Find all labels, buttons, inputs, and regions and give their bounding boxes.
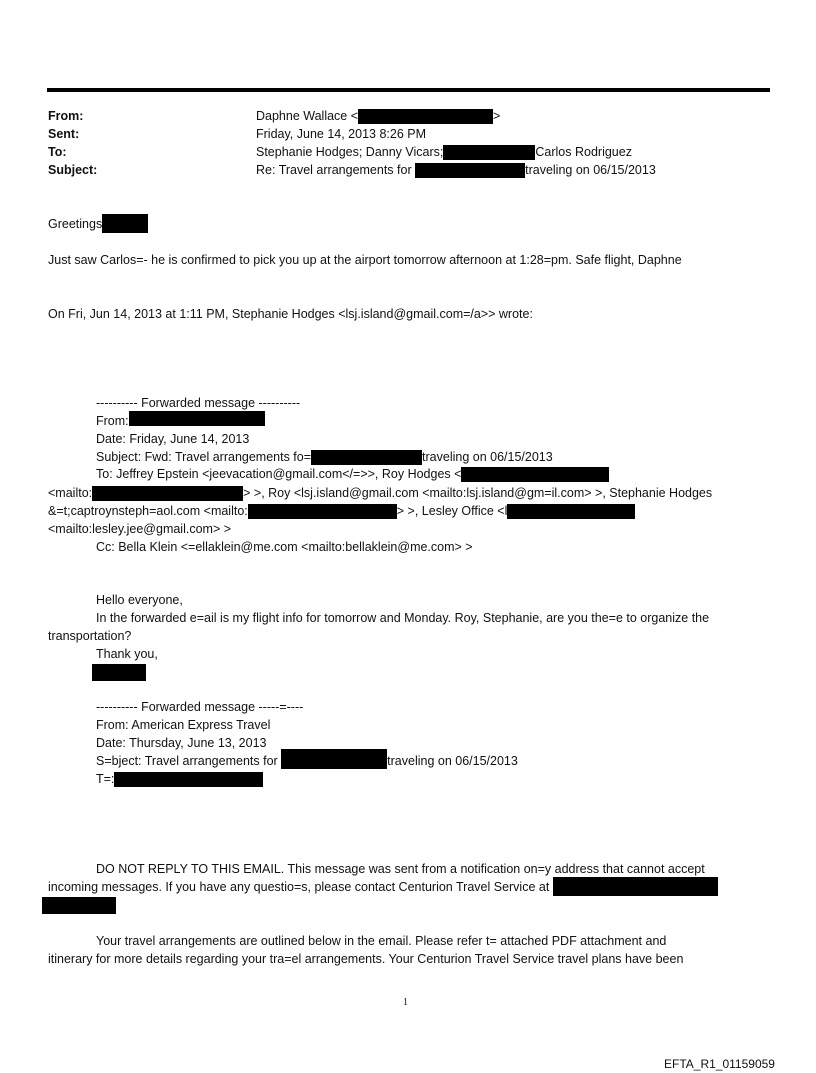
notice-line: DO NOT REPLY TO THIS EMAIL. This message was sent from a notification on=y address that cannot accept <box>96 862 705 876</box>
fwd-mailto-line: <mailto: > >, Roy <lsj.island@gmail.com <mailto:lsj.island@gm=il.com> >, Stephanie Hodges <box>48 486 713 500</box>
sent-value: Friday, June 14, 2013 8:26 PM <box>256 127 427 141</box>
subject-value: Re: Travel arrangements for traveling on 06/15/2013 <box>256 163 656 177</box>
redaction <box>358 109 493 124</box>
from-label: From: <box>48 109 84 123</box>
fwd-to: To: Jeffrey Epstein <jeevacation@gmail.com</=>>, Roy Hodges < <box>96 467 609 482</box>
redaction <box>92 486 243 501</box>
travel-line: Your travel arrangements are outlined below in the email. Please refer t= attached PDF attachment and <box>96 934 667 948</box>
fwd-from: From: <box>96 414 265 429</box>
redaction <box>311 450 422 465</box>
to-label: To: <box>48 145 67 159</box>
redaction <box>281 749 387 769</box>
redaction <box>102 214 148 233</box>
redaction <box>129 411 265 426</box>
notice-line: incoming messages. If you have any questio=s, please contact Centurion Travel Service at <box>48 880 718 896</box>
msg-line: In the forwarded e=ail is my flight info for tomorrow and Monday. Roy, Stephanie, are you the=e to organize the <box>96 611 710 625</box>
fwd2-subject: S=bject: Travel arrangements for traveling on 06/15/2013 <box>96 754 518 769</box>
to-value: Stephanie Hodges; Danny Vicars; Carlos Rodriguez <box>256 145 632 159</box>
travel-line: itinerary for more details regarding your tra=el arrangements. Your Centurion Travel Service travel plans have been <box>48 952 684 966</box>
forward-separator: ---------- Forwarded message -----=---- <box>96 700 304 714</box>
sent-label: Sent: <box>48 127 80 141</box>
document-id: EFTA_R1_01159059 <box>664 1057 775 1071</box>
header-rule <box>47 88 770 92</box>
page-number: 1 <box>403 997 408 1008</box>
body-line: Just saw Carlos=- he is confirmed to pick you up at the airport tomorrow afternoon at 1:28=pm. Safe flight, Daphne <box>48 253 682 267</box>
redaction <box>92 664 146 681</box>
redaction <box>461 467 609 482</box>
fwd2-to: T=: <box>96 772 263 787</box>
redaction <box>415 163 525 178</box>
redaction <box>42 897 116 914</box>
fwd2-date: Date: Thursday, June 13, 2013 <box>96 736 267 750</box>
msg-line: transportation? <box>48 629 132 643</box>
fwd-subject: Subject: Fwd: Travel arrangements fo= traveling on 06/15/2013 <box>96 450 553 464</box>
redaction <box>114 772 263 787</box>
from-value: Daphne Wallace < > <box>256 109 501 123</box>
forward-separator: ---------- Forwarded message ---------- <box>96 396 301 410</box>
quote-intro: On Fri, Jun 14, 2013 at 1:11 PM, Stephanie Hodges <lsj.island@gmail.com=/a>> wrote: <box>48 307 533 321</box>
fwd-cc: Cc: Bella Klein <=ellaklein@me.com <mailto:bellaklein@me.com> > <box>96 540 473 554</box>
redaction <box>443 145 535 160</box>
greeting: Greetings <box>48 217 148 233</box>
subject-label: Subject: <box>48 163 98 177</box>
redaction <box>553 877 718 896</box>
msg-hello: Hello everyone, <box>96 593 183 607</box>
fwd-mailto-lesley: <mailto:lesley.jee@gmail.com> > <box>48 522 232 536</box>
redaction <box>507 504 635 519</box>
fwd-date: Date: Friday, June 14, 2013 <box>96 432 250 446</box>
fwd2-from: From: American Express Travel <box>96 718 271 732</box>
msg-thanks: Thank you, <box>96 647 158 661</box>
fwd-amp-line: &=t;captroynsteph=aol.com <mailto: > >, Lesley Office <l <box>48 504 635 519</box>
redaction <box>248 504 397 519</box>
